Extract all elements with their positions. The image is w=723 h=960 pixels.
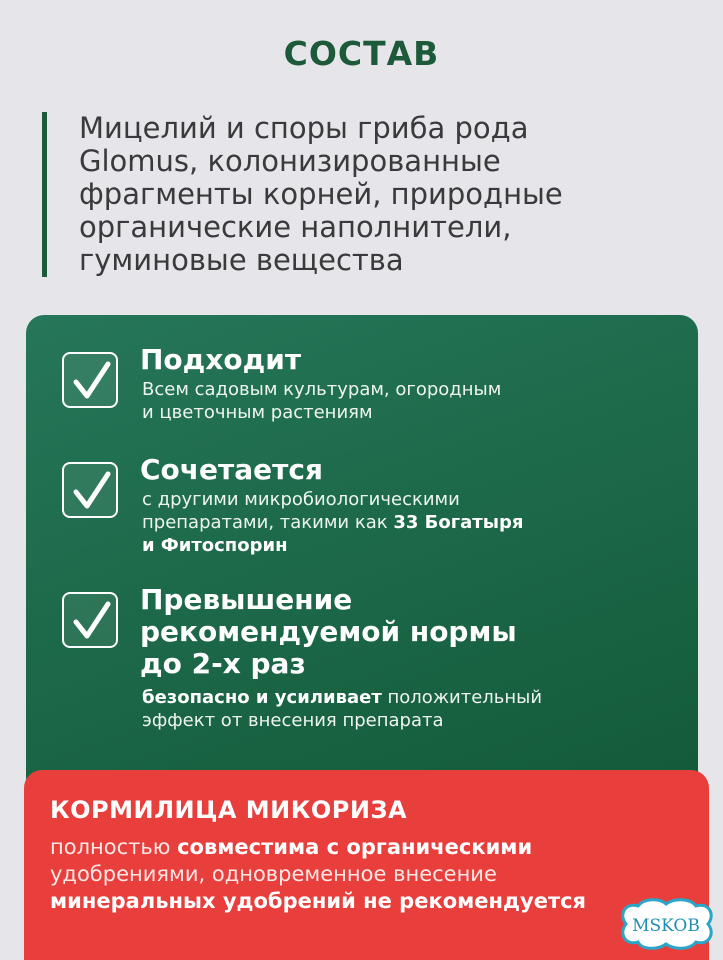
feature-description bbox=[142, 488, 702, 557]
feature-desc-bold: безопасно и усиливает bbox=[142, 687, 382, 708]
feature-desc-line: с другими микробиологическими bbox=[142, 489, 460, 510]
feature-desc-line bbox=[142, 534, 702, 557]
watermark-text: MSKOB bbox=[632, 916, 700, 936]
feature-desc-line: Всем садовым культурам, огородным bbox=[142, 379, 502, 400]
feature-desc-line: эффект от внесения препарата bbox=[142, 710, 444, 731]
check-icon bbox=[62, 462, 118, 518]
feature-title bbox=[140, 584, 700, 680]
feature-title-line: рекомендуемой нормы bbox=[140, 615, 517, 648]
check-icon bbox=[62, 352, 118, 408]
feature-title-line: до 2-х раз bbox=[140, 647, 306, 680]
watermark-logo bbox=[612, 896, 720, 952]
composition-block bbox=[42, 112, 719, 277]
feature-title-line: Превышение bbox=[140, 583, 353, 616]
notice-line bbox=[50, 834, 700, 861]
feature-desc-text: препаратами, такими как bbox=[142, 512, 394, 533]
features-panel bbox=[26, 315, 698, 785]
page-title: СОСТАВ bbox=[283, 34, 440, 73]
feature-desc-line bbox=[142, 686, 702, 709]
composition-line: Glomus, колонизированные bbox=[79, 144, 501, 178]
composition-line: органические наполнители, bbox=[79, 210, 512, 244]
feature-description bbox=[142, 378, 702, 424]
feature-desc-line: и цветочным растениям bbox=[142, 402, 373, 423]
composition-line: Мицелий и споры гриба рода bbox=[79, 111, 529, 145]
feature-description bbox=[142, 686, 702, 732]
notice-line: удобрениями, одновременное внесение bbox=[50, 862, 497, 886]
notice-text-bold: совместима с органическими bbox=[177, 835, 533, 859]
feature-title: Подходит bbox=[140, 343, 302, 376]
notice-text-plain: полностью bbox=[50, 835, 178, 859]
notice-panel bbox=[24, 770, 709, 960]
check-icon bbox=[62, 592, 118, 648]
feature-title: Сочетается bbox=[140, 453, 323, 486]
feature-desc-bold: и Фитоспорин bbox=[142, 535, 288, 556]
notice-text-bold: минеральных удобрений не рекомендуется bbox=[50, 889, 587, 913]
feature-desc-text: положительный bbox=[381, 687, 543, 708]
notice-text bbox=[50, 834, 700, 915]
composition-line: гуминовые вещества bbox=[79, 243, 404, 277]
notice-line bbox=[50, 888, 700, 915]
feature-desc-bold: 33 Богатыря bbox=[393, 512, 524, 533]
composition-line: фрагменты корней, природные bbox=[79, 177, 563, 211]
notice-title: КОРМИЛИЦА МИКОРИЗА bbox=[50, 796, 408, 824]
feature-desc-line bbox=[142, 511, 702, 534]
